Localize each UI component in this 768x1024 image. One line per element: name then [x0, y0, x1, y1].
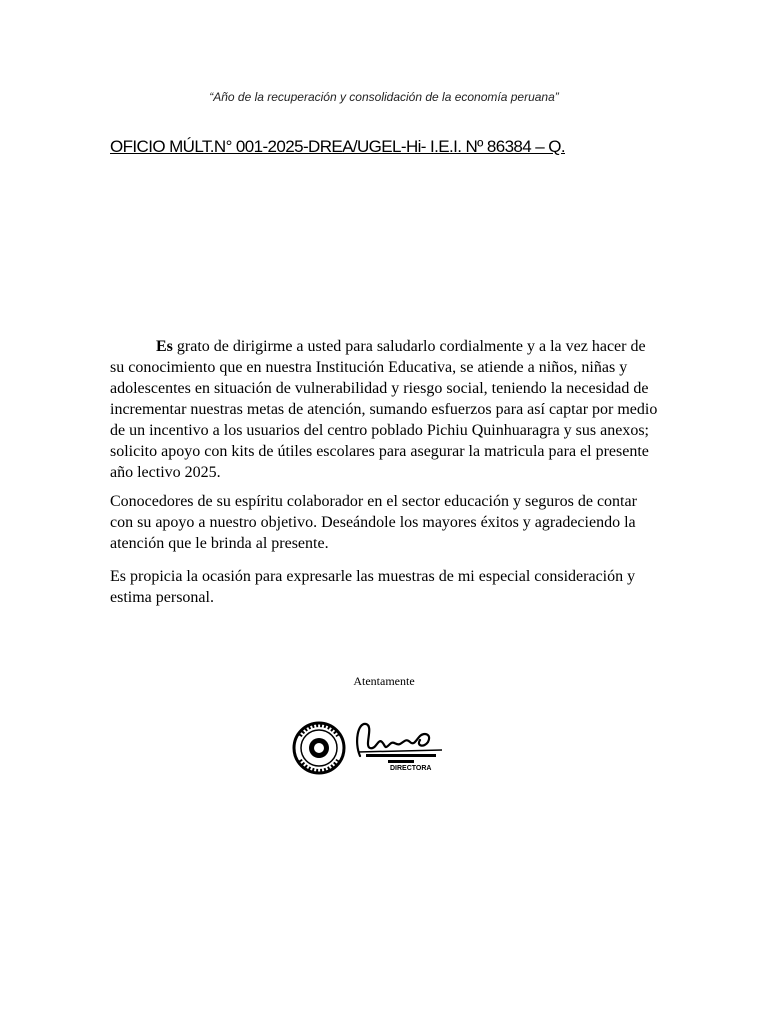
signature-block: [292, 712, 452, 792]
closing-salutation: Atentamente: [353, 674, 415, 688]
document-reference: OFICIO MÚLT.N° 001-2025-DREA/UGEL-Hi- I.E.I. Nº 86384 – Q.: [110, 137, 565, 156]
year-motto: “Año de la recuperación y consolidación de la economía peruana”: [209, 90, 559, 104]
body-paragraph-1: [110, 336, 660, 483]
body-paragraph-2: Conocedores de su espíritu colaborador en el sector educación y seguros de contar con su apoyo a nuestro objetivo. Deseándole los mayores éxitos y agradeciendo la atención que le brinda al presente.: [110, 493, 637, 552]
official-seal-icon: [292, 712, 452, 792]
paragraph-1-text: grato de dirigirme a usted para saludarlo cordialmente y a la vez hacer de su conocimiento que en nuestra Institución Educativa, se atiende a niños, niñas y adolescentes en situación de vulnerabilidad y riesgo social, teniendo la necesidad de incrementar nuestras metas de atención, sumando esfuerzos para así captar por medio de un incentivo a los usuarios del centro poblado Pichiu Quinhuaragra y sus anexos; solicito apoyo con kits de útiles escolares para asegurar la matricula para el presente año lectivo 2025.: [110, 338, 658, 481]
paragraph-1-first-word: Es: [156, 338, 173, 355]
signature-title: DIRECTORA: [390, 765, 432, 772]
body-paragraph-3: Es propicia la ocasión para expresarle las muestras de mi especial consideración y estima personal.: [110, 568, 636, 606]
